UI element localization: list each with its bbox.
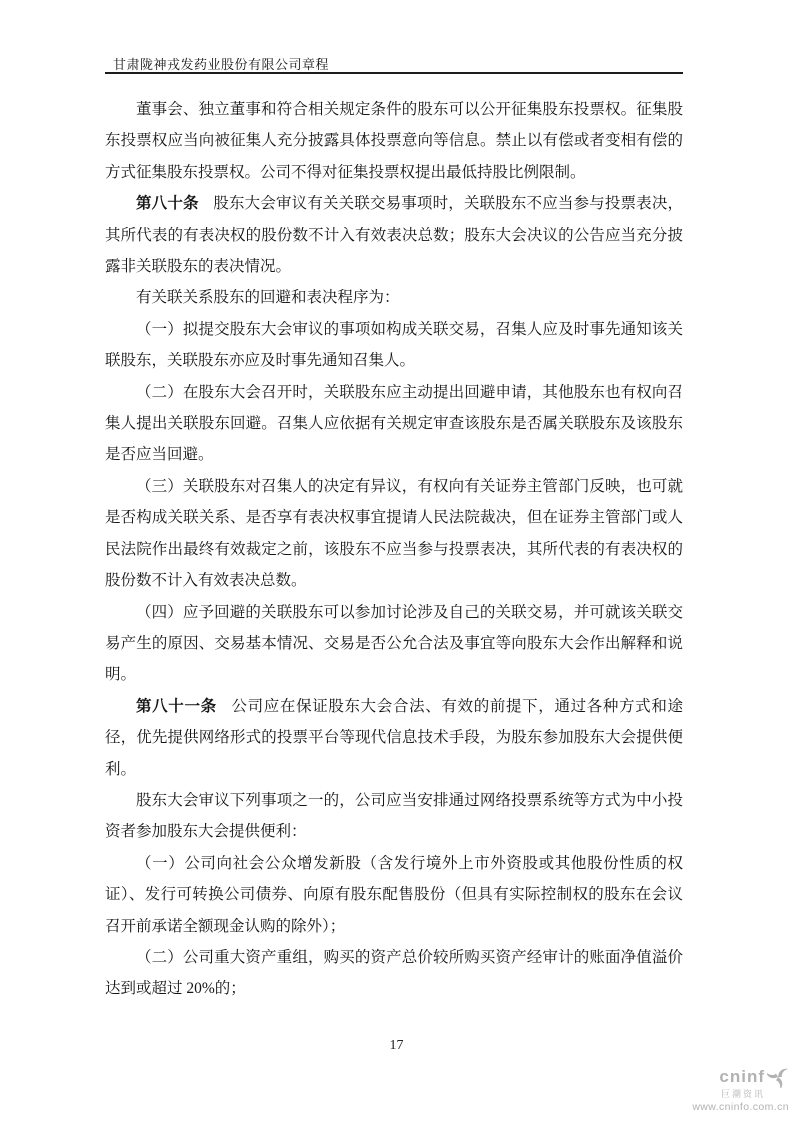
paragraph-online-item-2 <box>105 942 683 1005</box>
paragraph-item-1 <box>105 314 683 377</box>
paragraph-item-3 <box>105 471 683 597</box>
paragraph-text: （一）公司向社会公众增发新股（含发行境外上市外资股或其他股份性质的权证）、发行可转换公司债券、向原有股东配售股份（但具有实际控制权的股东在会议召开前承诺全额现金认购的除外）； <box>105 854 683 935</box>
paragraph-online-voting-intro <box>105 785 683 848</box>
paragraph-text: 公司应在保证股东大会合法、有效的前提下，通过各种方式和途径，优先提供网络形式的投票平台等现代信息技术手段，为股东参加股东大会提供便利。 <box>105 697 683 778</box>
paragraph-recusal-intro <box>105 282 683 313</box>
page-number: 17 <box>389 1038 404 1053</box>
paragraph-online-item-1 <box>105 848 683 942</box>
paragraph-vote-solicitation <box>105 94 683 188</box>
cninfo-url: www.cninfo.com.cn <box>692 1100 789 1113</box>
paragraph-item-2 <box>105 377 683 471</box>
document-header-title: 甘肃陇神戎发药业股份有限公司章程 <box>113 57 330 72</box>
paragraph-article-81 <box>105 691 683 785</box>
cninfo-watermark <box>692 1066 789 1113</box>
paragraph-text: （三）关联股东对召集人的决定有异议，有权向有关证券主管部门反映，也可就是否构成关联关系、是否享有表决权事宜提请人民法院裁决，但在证券主管部门或人民法院作出最终有效裁定之前，该股东不应当参与投票表决，其所代表的有表决权的股份数不计入有效表决总数。 <box>105 477 683 590</box>
cninfo-brand-text: cninf <box>719 1067 765 1086</box>
paragraph-text: 有关联关系股东的回避和表决程序为： <box>136 289 400 307</box>
header-divider <box>105 72 683 74</box>
paragraph-text: （一）拟提交股东大会审议的事项如构成关联交易，召集人应及时事先通知该关联股东，关联股东亦应及时事先通知召集人。 <box>105 320 683 370</box>
paragraph-article-80 <box>105 188 683 282</box>
paragraph-item-4 <box>105 597 683 691</box>
cninfo-brand-cn: 巨潮资讯 <box>720 1088 765 1099</box>
paragraph-text: （二）公司重大资产重组，购买的资产总价较所购买资产经审计的账面净值溢价达到或超过 20%的； <box>105 948 683 998</box>
paragraph-text: （四）应予回避的关联股东可以参加讨论涉及自己的关联交易，并可就该关联交易产生的原因、交易基本情况、交易是否公允合法及事宜等向股东大会作出解释和说明。 <box>105 603 683 684</box>
paragraph-text: 董事会、独立董事和符合相关规定条件的股东可以公开征集股东投票权。征集股东投票权应当向被征集人充分披露具体投票意向等信息。禁止以有偿或者变相有偿的方式征集股东投票权。公司不得对征集投票权提出最低持股比例限制。 <box>105 101 683 181</box>
paragraph-text: （二）在股东大会召开时，关联股东应主动提出回避申请，其他股东也有权向召集人提出关联股东回避。召集人应依据有关规定审查该股东是否属关联股东及该股东是否应当回避。 <box>105 383 683 464</box>
paragraph-text: 股东大会审议下列事项之一的，公司应当安排通过网络投票系统等方式为中小投资者参加股东大会提供便利： <box>105 791 683 841</box>
article-80-lead: 第八十条 <box>136 195 199 213</box>
article-81-lead: 第八十一条 <box>136 697 217 715</box>
paragraph-text: 股东大会审议有关关联交易事项时，关联股东不应当参与投票表决，其所代表的有表决权的股份数不计入有效表决总数；股东大会决议的公告应当充分披露非关联股东的表决情况。 <box>105 195 683 276</box>
cninfo-brand-row <box>719 1066 789 1088</box>
document-body <box>105 94 683 1005</box>
cninfo-swirl-icon <box>767 1066 789 1088</box>
